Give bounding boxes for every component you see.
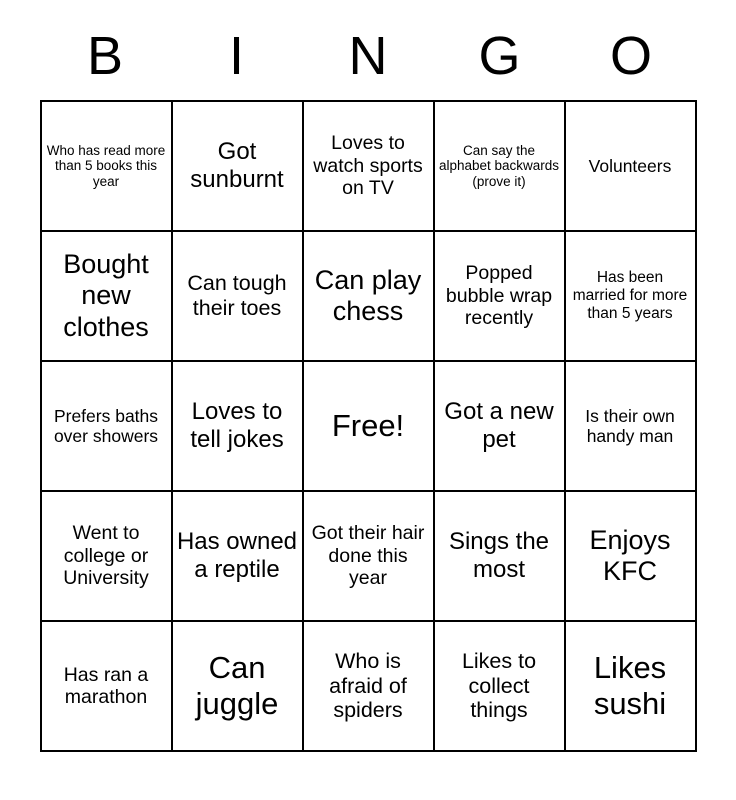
bingo-cell[interactable]: Got sunburnt [172, 101, 303, 231]
header-letter-g: G [478, 26, 521, 86]
bingo-cell[interactable]: Loves to watch sports on TV [303, 101, 434, 231]
bingo-row [41, 361, 696, 491]
bingo-header [40, 26, 696, 86]
bingo-row [41, 491, 696, 621]
bingo-cell[interactable]: Likes sushi [565, 621, 696, 751]
bingo-row [41, 231, 696, 361]
bingo-row [41, 621, 696, 751]
header-letter-b: B [86, 26, 124, 86]
bingo-row [41, 101, 696, 231]
bingo-cell[interactable]: Got a new pet [434, 361, 565, 491]
bingo-cell[interactable]: Enjoys KFC [565, 491, 696, 621]
bingo-cell[interactable]: Is their own handy man [565, 361, 696, 491]
bingo-cell[interactable]: Can tough their toes [172, 231, 303, 361]
bingo-cell[interactable]: Can play chess [303, 231, 434, 361]
header-letter-i: I [228, 26, 244, 86]
header-letter-o: O [609, 26, 652, 86]
bingo-cell[interactable]: Has ran a marathon [41, 621, 172, 751]
bingo-cell[interactable]: Loves to tell jokes [172, 361, 303, 491]
bingo-grid [40, 100, 697, 752]
bingo-cell[interactable]: Went to college or University [41, 491, 172, 621]
bingo-cell[interactable]: Popped bubble wrap recently [434, 231, 565, 361]
bingo-cell[interactable]: Has been married for more than 5 years [565, 231, 696, 361]
bingo-cell[interactable]: Likes to collect things [434, 621, 565, 751]
bingo-cell[interactable]: Sings the most [434, 491, 565, 621]
bingo-cell[interactable]: Who is afraid of spiders [303, 621, 434, 751]
header-letter-n: N [348, 26, 388, 86]
bingo-cell-free[interactable]: Free! [303, 361, 434, 491]
bingo-cell[interactable]: Can juggle [172, 621, 303, 751]
bingo-cell[interactable]: Prefers baths over showers [41, 361, 172, 491]
bingo-cell[interactable]: Volunteers [565, 101, 696, 231]
bingo-cell[interactable]: Can say the alphabet backwards (prove it) [434, 101, 565, 231]
bingo-cell[interactable]: Who has read more than 5 books this year [41, 101, 172, 231]
bingo-cell[interactable]: Got their hair done this year [303, 491, 434, 621]
bingo-cell[interactable]: Has owned a reptile [172, 491, 303, 621]
bingo-cell[interactable]: Bought new clothes [41, 231, 172, 361]
